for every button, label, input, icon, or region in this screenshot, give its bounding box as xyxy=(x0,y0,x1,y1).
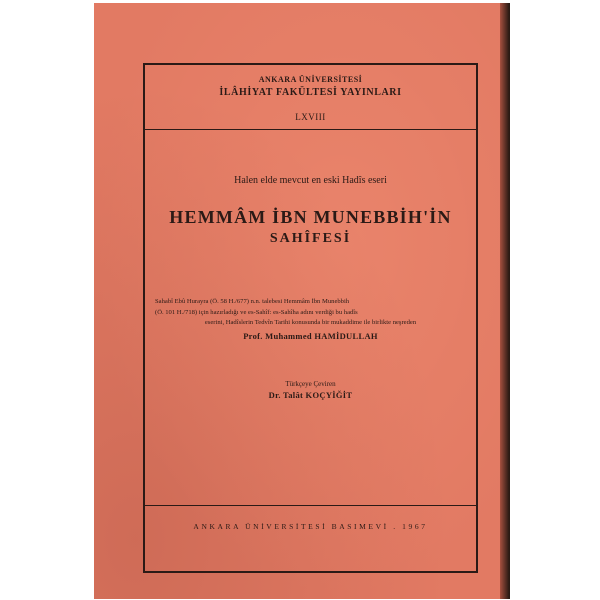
translator-name: Dr. Talât KOÇYİĞİT xyxy=(268,390,353,400)
description-line: (Ö. 101 H./718) için hazırladığı ve es-Sahîf: es-Sahîha adını verdiği bu hadîs xyxy=(155,308,358,316)
top-divider xyxy=(145,129,476,130)
title-line-2: SAHÎFESİ xyxy=(269,231,352,246)
description-line: eserini, Hadîslerin Tedvîn Tarihi konusunda bir mukaddime ile birlikte neşreden xyxy=(204,319,417,327)
subtitle: Halen elde mevcut en eski Hadîs eseri xyxy=(234,175,387,186)
title-line-1: HEMMÂM İBN MUNEBBİH'İN xyxy=(169,207,452,227)
book-cover xyxy=(94,3,506,599)
bottom-divider xyxy=(145,505,476,506)
cover-frame xyxy=(143,63,478,573)
university-name: ANKARA ÜNİVERSİTESİ xyxy=(258,75,363,84)
publisher-imprint: ANKARA ÜNİVERSİTESİ BASIMEVİ . 1967 xyxy=(193,522,428,531)
author-name: Prof. Muhammed HAMİDULLAH xyxy=(243,331,378,341)
translator-label: Türkçeye Çeviren xyxy=(285,380,336,388)
faculty-series-name: İLÂHİYAT FAKÜLTESİ YAYINLARI xyxy=(219,87,402,98)
book-spine-edge xyxy=(500,3,509,599)
series-number: LXVIII xyxy=(295,112,326,122)
description-line: Sahabî Ebû Hurayra (Ö. 58 H./677) n.n. talebesi Hemmâm İbn Munebbih xyxy=(155,298,350,305)
description-paragraph xyxy=(155,297,466,329)
